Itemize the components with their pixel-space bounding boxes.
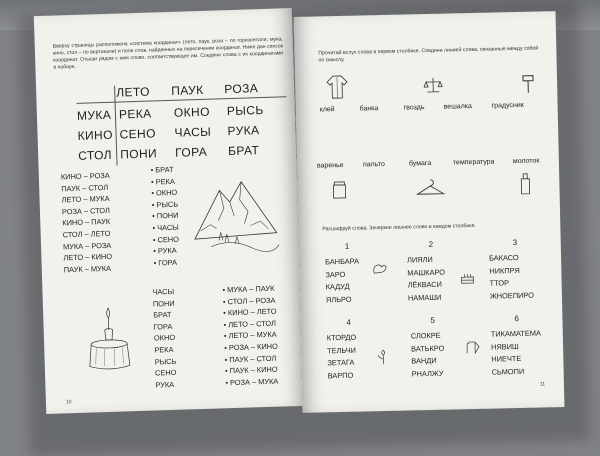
list-item: СЕНО xyxy=(154,368,177,378)
group-word: НАМАШИ xyxy=(407,292,442,302)
group-number: 2 xyxy=(428,239,434,250)
grid-cell: РУКА xyxy=(227,123,260,139)
group-word: ЛИЯЛИ xyxy=(406,254,433,265)
list-item: ЧАСЫ xyxy=(152,286,175,297)
word-item: пальто xyxy=(362,160,385,169)
coordinate-grid xyxy=(76,80,288,167)
group-word: КТОРДО xyxy=(326,332,357,343)
list-item: ПОНИ xyxy=(152,298,175,309)
list-item: ПАУК – СТОЛ xyxy=(61,182,109,193)
list-item: • РУКА xyxy=(153,245,180,257)
grid-col-header: ПАУК xyxy=(171,82,204,98)
group-word: ТТОР xyxy=(489,278,510,288)
word-group-1 xyxy=(325,256,360,307)
word-item: гвоздь xyxy=(403,104,425,112)
list-item: • КИНО – ЛЕТО xyxy=(223,306,277,319)
word-list-c xyxy=(152,286,177,391)
list-item: • ПАУК – СТОЛ xyxy=(225,352,279,365)
group-word: ЯЛЬРО xyxy=(325,294,352,304)
word-item: варенье xyxy=(316,161,344,170)
group-number: 4 xyxy=(346,317,352,327)
grid-cell: СЕНО xyxy=(119,126,157,142)
glue-icon xyxy=(517,172,534,196)
group-word: КАДУД xyxy=(325,281,350,292)
list-item: МУКА – РОЗА xyxy=(62,240,112,251)
page-number: 10 xyxy=(65,399,72,406)
words-row-top xyxy=(320,101,550,116)
list-item: • СТОЛ – РОЗА xyxy=(223,294,277,307)
list-item: РЕКА xyxy=(154,344,174,355)
group-word: ТЕЛЬЧИ xyxy=(327,345,357,355)
group-word: НИКПРЯ xyxy=(489,265,520,276)
list-item: • ЛЕТО – СТОЛ xyxy=(223,317,277,330)
group-word: СЛОКРЕ xyxy=(410,330,441,341)
words-row-bottom xyxy=(317,157,553,172)
right-page xyxy=(294,11,565,413)
group-word: СЬМОПИ xyxy=(491,366,525,377)
grid-cell: ОКНО xyxy=(173,104,211,120)
glove-icon xyxy=(463,339,481,355)
list-item: • ПАУК – КИНО xyxy=(225,364,279,377)
word-item: банка xyxy=(359,105,379,113)
task-1-instructions: Прочитай вслух слова в первом столбике. Соедини линией слова, связанные между собой по смыслу. xyxy=(318,45,539,64)
mountain-illustration xyxy=(189,167,282,260)
intro-text: Вверху страницы расположена «система координат» (лето, паук, роза – по горизонтали; мука, кино, стол – по вертикали) и поле слов, найденных на пересечении координат. Ниже дан список координат. Отыщи рядом с ним слово, соответствующее им. Соедини слова с их координатами в наборе. xyxy=(52,36,284,71)
list-item: • МУКА – ПАУК xyxy=(222,283,276,296)
grid-cell: РЕКА xyxy=(118,106,152,122)
list-item: СТОЛ – ЛЕТО xyxy=(62,228,111,240)
list-item: • ГОРА xyxy=(153,256,180,268)
grid-cell: БРАТ xyxy=(227,143,260,159)
hanger-icon xyxy=(415,178,445,199)
list-item: • ОКНО xyxy=(151,187,178,199)
word-group-5 xyxy=(411,330,445,381)
group-word: ВАРПО xyxy=(327,370,354,380)
coordinate-list-d xyxy=(222,283,279,389)
coat-icon xyxy=(325,74,350,101)
table-vase-illustration xyxy=(83,303,135,375)
grid-row-label: МУКА xyxy=(76,107,112,123)
group-word: ЛЁКВАСИ xyxy=(407,279,442,290)
group-word: БАНБАРА xyxy=(325,256,360,267)
list-item: РУКА xyxy=(155,379,175,390)
list-item: ОКНО xyxy=(153,333,176,343)
word-group-6 xyxy=(491,327,542,378)
list-item: • ПОНИ xyxy=(152,210,179,222)
group-word: ЖНОЕПИРО xyxy=(489,290,534,301)
group-word: РНАЛЖУ xyxy=(411,368,444,378)
grid-row-label: КИНО xyxy=(77,127,114,143)
grid-cell: ГОРА xyxy=(174,144,208,160)
group-number: 6 xyxy=(514,313,519,324)
task-2-instructions: Расшифруй слова. Зачеркни лишнее слово в каждом столбике. xyxy=(322,222,476,233)
group-word: МАШКАРО xyxy=(407,267,446,278)
list-item: • ЛЕТО – МУКА xyxy=(224,329,278,342)
grid-cell: ПОНИ xyxy=(119,146,158,162)
word-item: бумага xyxy=(408,159,432,168)
group-word: НИЕЧТЕ xyxy=(491,353,522,364)
word-item: вешалка xyxy=(443,103,472,111)
hammer-icon xyxy=(517,71,539,93)
cake-icon xyxy=(459,271,475,285)
scale-icon xyxy=(423,76,443,96)
list-item: ГОРА xyxy=(153,321,173,332)
grid-cell: ЧАСЫ xyxy=(174,124,212,140)
list-item: • РОЗА – КИНО xyxy=(224,341,278,354)
list-item: РОЗА – СТОЛ xyxy=(61,205,111,217)
group-word: ВАТЬКРО xyxy=(410,343,445,353)
group-number: 1 xyxy=(344,241,350,251)
grid-col-header: РОЗА xyxy=(223,81,259,97)
page-number: 11 xyxy=(539,381,546,388)
group-word: ВАНДИ xyxy=(411,355,437,366)
grid-row-label: СТОЛ xyxy=(78,147,113,163)
word-group-4 xyxy=(327,332,358,383)
list-item: • СЕНО xyxy=(153,233,180,245)
list-item: • РОЗА – МУКА xyxy=(225,375,279,388)
list-item: ПАУК – МУКА xyxy=(63,263,112,275)
group-word: ЗАРО xyxy=(325,269,346,279)
word-item: градусник xyxy=(491,101,524,110)
group-number: 3 xyxy=(512,238,518,248)
group-word: ТИКАМАТЕМА xyxy=(490,328,541,339)
list-item: • РЫСЬ xyxy=(152,198,179,210)
coordinate-list-a xyxy=(61,170,113,276)
group-word: БАКАСО xyxy=(488,252,519,263)
list-item: • РЕКА xyxy=(151,175,178,187)
list-item: БРАТ xyxy=(153,310,172,320)
list-item: РЫСЬ xyxy=(154,356,177,367)
grid-col-header: ЛЕТО xyxy=(116,84,151,100)
grid-cell: РЫСЬ xyxy=(226,102,264,119)
group-word: НЯВИШ xyxy=(490,341,519,352)
list-item: • БРАТ xyxy=(151,164,178,176)
list-item: ЛЕТО – КИНО xyxy=(63,251,113,263)
word-item: молоток xyxy=(512,157,540,166)
list-item: КИНО – РОЗА xyxy=(60,170,110,182)
word-group-3 xyxy=(489,252,534,303)
word-item: температура xyxy=(452,158,495,167)
flower-icon xyxy=(377,349,389,365)
group-word: ЗЕТАГА xyxy=(327,357,355,368)
jar-icon xyxy=(331,180,347,200)
list-item: КИНО – ПАУК xyxy=(62,217,111,228)
group-number: 5 xyxy=(430,315,436,325)
list-item: ЛЕТО – МУКА xyxy=(61,194,110,205)
word-list-b xyxy=(151,164,181,269)
squirrel-icon xyxy=(371,261,387,275)
word-group-2 xyxy=(407,254,446,305)
word-item: клей xyxy=(319,106,335,114)
left-page xyxy=(34,8,304,414)
list-item: • ЧАСЫ xyxy=(152,222,179,234)
